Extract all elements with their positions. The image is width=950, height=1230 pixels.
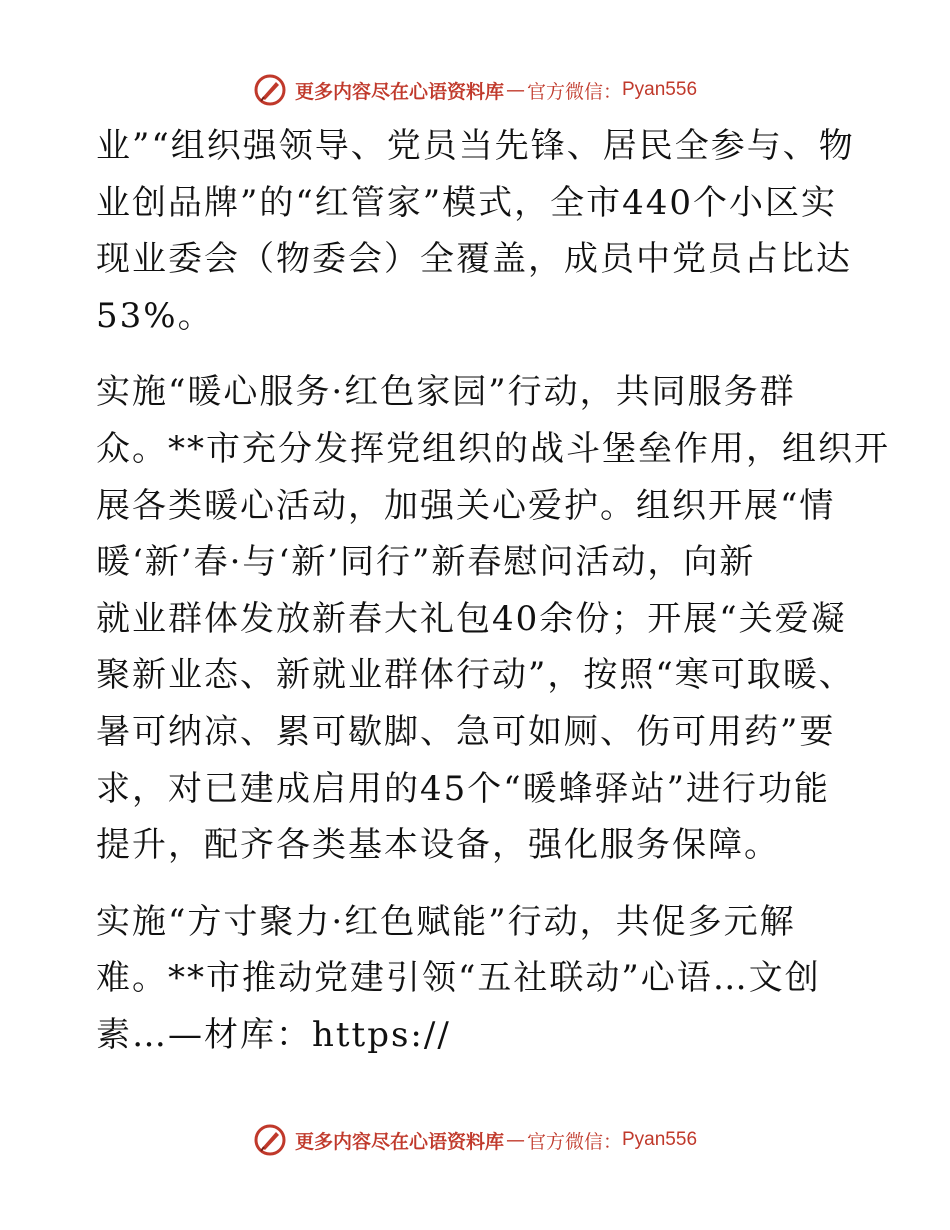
text-line: 展各类暖心活动，加强关心爱护。组织开展“情 — [96, 485, 836, 526]
banner-site-name: 更多内容尽在心语资料库 — [294, 80, 504, 103]
banner-dash: — — [505, 79, 525, 101]
header-banner — [0, 70, 950, 110]
text-line: 素…—材库：https:// — [96, 1014, 451, 1055]
banner-text — [295, 77, 697, 104]
banner-site-name: 更多内容尽在心语资料库 — [294, 1130, 504, 1153]
banner-dash: — — [505, 1129, 525, 1151]
text-line: 求，对已建成启用的45个“暖蜂驿站”进行功能 — [96, 768, 831, 809]
text-line: 业”“组织强领导、党员当先锋、居民全参与、物 — [96, 126, 855, 166]
quill-pen-circle-icon — [253, 1123, 287, 1157]
text-line: 暖‘新’春·与‘新’同行”新春慰问活动，向新 — [96, 542, 756, 583]
text-line: 实施“方寸聚力·红色赋能”行动，共促多元解 — [96, 901, 796, 942]
banner-wechat-label: 官方微信： — [526, 1130, 622, 1153]
banner-text — [295, 1127, 697, 1154]
paragraph-2 — [96, 364, 890, 873]
banner-wechat-label: 官方微信： — [526, 80, 622, 103]
text-line: 53%。 — [96, 295, 214, 336]
document-body — [96, 118, 890, 1064]
text-line: 提升，配齐各类基本设备，强化服务保障。 — [96, 825, 780, 866]
text-line: 聚新业态、新就业群体行动”，按照“寒可取暖、 — [96, 655, 855, 696]
quill-pen-circle-icon — [253, 73, 287, 107]
text-line: 暑可纳凉、累可歇脚、急可如厕、伤可用药”要 — [96, 711, 836, 752]
text-line: 实施“暖心服务·红色家园”行动，共同服务群 — [96, 372, 796, 413]
text-line: 难。**市推动党建引领“五社联动”心语…文创 — [96, 958, 821, 999]
banner-wechat-handle: Pyan556 — [622, 1129, 698, 1150]
text-line: 众。**市充分发挥党组织的战斗堡垒作用，组织开 — [96, 428, 890, 469]
text-line: 现业委会（物委会）全覆盖，成员中党员占比达 — [96, 239, 852, 280]
paragraph-1 — [96, 118, 856, 344]
banner-wechat-handle: Pyan556 — [622, 79, 698, 100]
paragraph-3 — [96, 894, 856, 1064]
text-line: 业创品牌”的“红管家”模式，全市440个小区实 — [96, 182, 838, 223]
footer-banner — [0, 1120, 950, 1160]
text-line: 就业群体发放新春大礼包40余份；开展“关爱凝 — [96, 598, 847, 639]
